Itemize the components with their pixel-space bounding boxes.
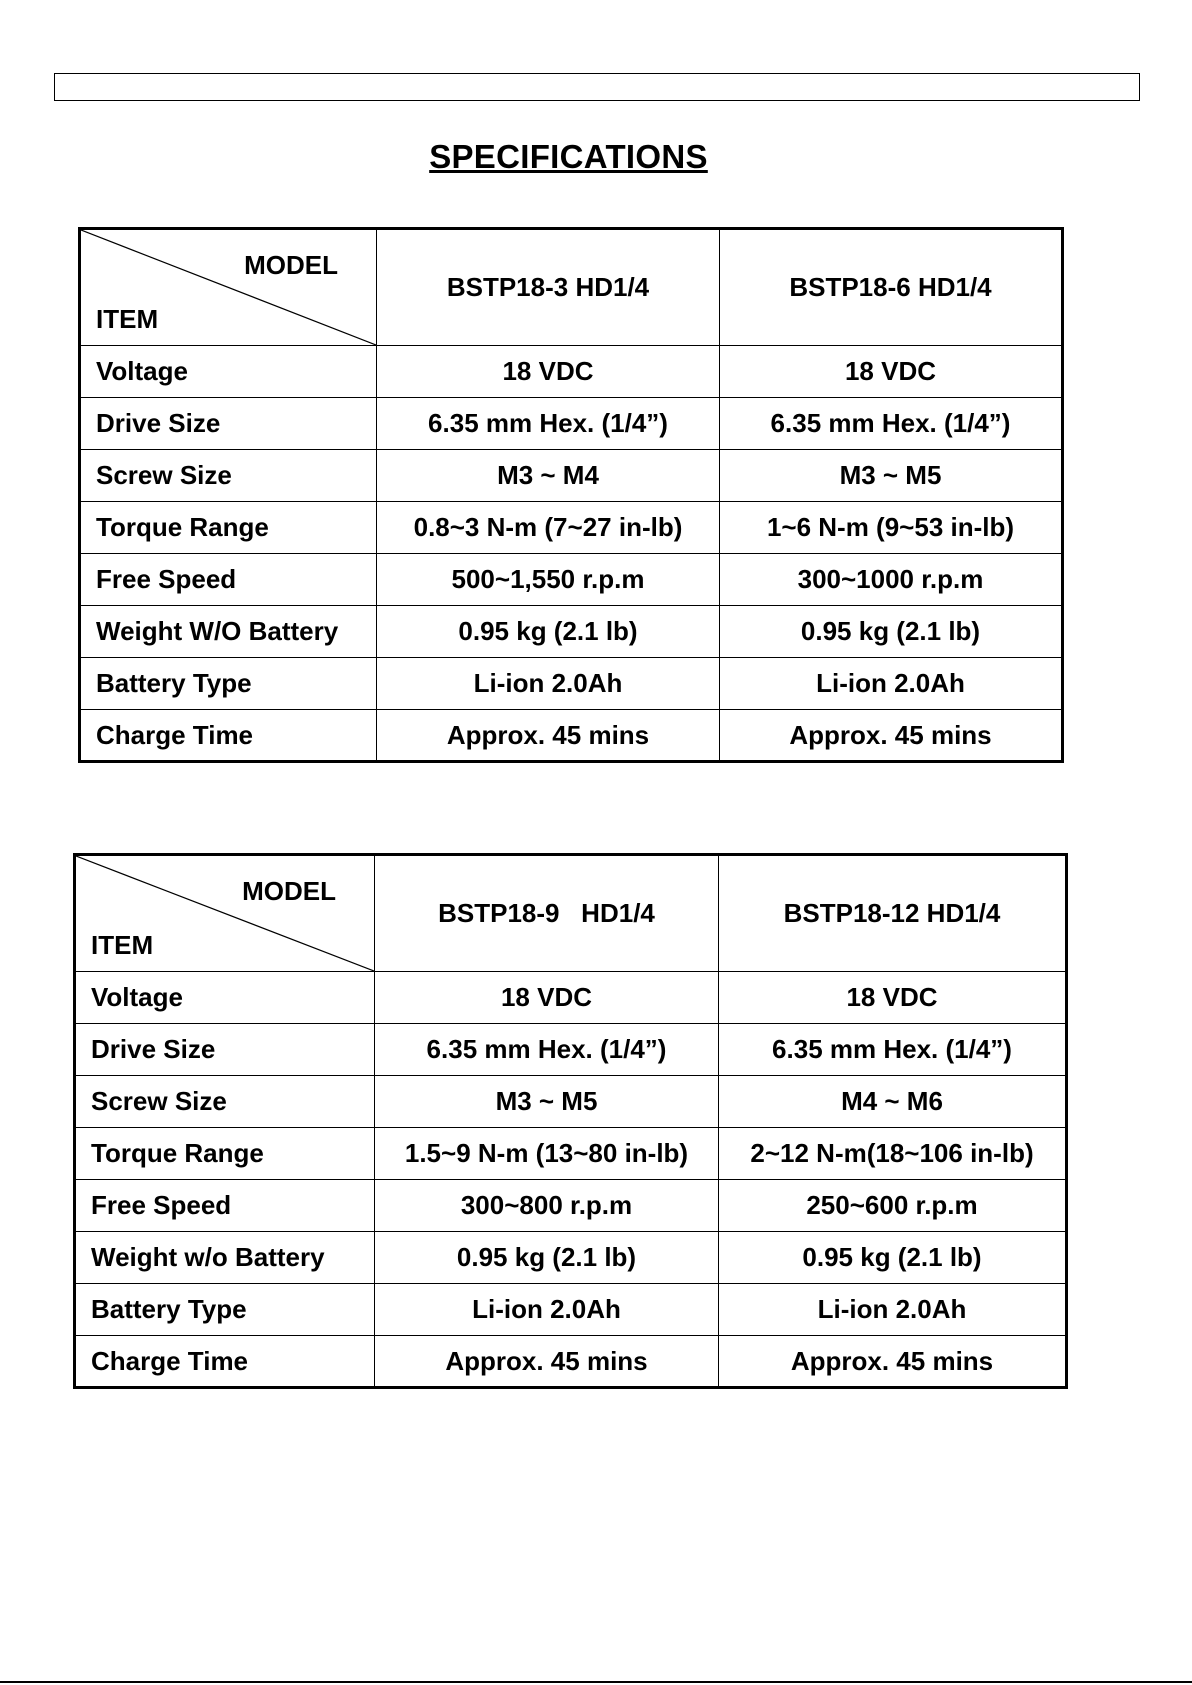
cell-value: 300~1000 r.p.m xyxy=(720,554,1063,606)
table-row xyxy=(80,554,1063,606)
model-item-corner-cell xyxy=(80,229,377,346)
model-header: BSTP18-12 HD1/4 xyxy=(719,855,1067,972)
cell-value: Li-ion 2.0Ah xyxy=(719,1284,1067,1336)
table-row xyxy=(75,1180,1067,1232)
table-row xyxy=(80,398,1063,450)
table-row xyxy=(75,1232,1067,1284)
cell-value: Li-ion 2.0Ah xyxy=(377,658,720,710)
cell-value: 2~12 N-m(18~106 in-lb) xyxy=(719,1128,1067,1180)
cell-value: M3 ~ M5 xyxy=(375,1076,719,1128)
row-label: Weight w/o Battery xyxy=(75,1232,375,1284)
table-row xyxy=(75,1024,1067,1076)
row-label: Screw Size xyxy=(75,1076,375,1128)
corner-model-label: MODEL xyxy=(244,250,338,280)
row-label: Battery Type xyxy=(80,658,377,710)
cell-value: 1.5~9 N-m (13~80 in-lb) xyxy=(375,1128,719,1180)
model-item-corner-cell xyxy=(75,855,375,972)
model-header: BSTP18-6 HD1/4 xyxy=(720,229,1063,346)
cell-value: 18 VDC xyxy=(377,346,720,398)
row-label: Charge Time xyxy=(80,710,377,762)
cell-value: 500~1,550 r.p.m xyxy=(377,554,720,606)
row-label: Battery Type xyxy=(75,1284,375,1336)
cell-value: 300~800 r.p.m xyxy=(375,1180,719,1232)
table-header-row xyxy=(80,229,1063,346)
table-row xyxy=(80,606,1063,658)
cell-value: Approx. 45 mins xyxy=(720,710,1063,762)
table-row xyxy=(80,502,1063,554)
table-row xyxy=(75,1076,1067,1128)
cell-value: 0.95 kg (2.1 lb) xyxy=(720,606,1063,658)
row-label: Charge Time xyxy=(75,1336,375,1388)
row-label: Drive Size xyxy=(80,398,377,450)
table-row xyxy=(80,710,1063,762)
row-label: Torque Range xyxy=(80,502,377,554)
row-label: Weight W/O Battery xyxy=(80,606,377,658)
cell-value: 6.35 mm Hex. (1/4”) xyxy=(719,1024,1067,1076)
cell-value: 250~600 r.p.m xyxy=(719,1180,1067,1232)
table-row xyxy=(80,346,1063,398)
cell-value: 1~6 N-m (9~53 in-lb) xyxy=(720,502,1063,554)
corner-model-label: MODEL xyxy=(242,876,336,906)
cell-value: 0.95 kg (2.1 lb) xyxy=(719,1232,1067,1284)
cell-value: Approx. 45 mins xyxy=(375,1336,719,1388)
row-label: Screw Size xyxy=(80,450,377,502)
cell-value: 6.35 mm Hex. (1/4”) xyxy=(375,1024,719,1076)
corner-item-label: ITEM xyxy=(96,304,159,334)
table-header-row xyxy=(75,855,1067,972)
row-label: Free Speed xyxy=(80,554,377,606)
cell-value: Li-ion 2.0Ah xyxy=(375,1284,719,1336)
cell-value: M4 ~ M6 xyxy=(719,1076,1067,1128)
page-bottom-rule xyxy=(0,1681,1192,1683)
row-label: Free Speed xyxy=(75,1180,375,1232)
table-row xyxy=(80,658,1063,710)
cell-value: 18 VDC xyxy=(375,972,719,1024)
cell-value: 0.95 kg (2.1 lb) xyxy=(377,606,720,658)
row-label: Drive Size xyxy=(75,1024,375,1076)
spec-table-2 xyxy=(73,853,1068,1389)
cell-value: Li-ion 2.0Ah xyxy=(720,658,1063,710)
table-row xyxy=(75,1284,1067,1336)
cell-value: 0.95 kg (2.1 lb) xyxy=(375,1232,719,1284)
row-label: Voltage xyxy=(80,346,377,398)
corner-item-label: ITEM xyxy=(91,930,154,960)
cell-value: M3 ~ M4 xyxy=(377,450,720,502)
model-header: BSTP18-9 HD1/4 xyxy=(375,855,719,972)
cell-value: 6.35 mm Hex. (1/4”) xyxy=(720,398,1063,450)
table-row xyxy=(75,972,1067,1024)
cell-value: 6.35 mm Hex. (1/4”) xyxy=(377,398,720,450)
table-row xyxy=(75,1128,1067,1180)
table-row xyxy=(80,450,1063,502)
row-label: Torque Range xyxy=(75,1128,375,1180)
row-label: Voltage xyxy=(75,972,375,1024)
cell-value: 18 VDC xyxy=(719,972,1067,1024)
cell-value: Approx. 45 mins xyxy=(377,710,720,762)
spec-table-1 xyxy=(78,227,1064,763)
table-row xyxy=(75,1336,1067,1388)
cell-value: 18 VDC xyxy=(720,346,1063,398)
header-frame xyxy=(54,73,1140,101)
cell-value: M3 ~ M5 xyxy=(720,450,1063,502)
cell-value: 0.8~3 N-m (7~27 in-lb) xyxy=(377,502,720,554)
model-header: BSTP18-3 HD1/4 xyxy=(377,229,720,346)
cell-value: Approx. 45 mins xyxy=(719,1336,1067,1388)
page-title: SPECIFICATIONS xyxy=(429,138,708,175)
